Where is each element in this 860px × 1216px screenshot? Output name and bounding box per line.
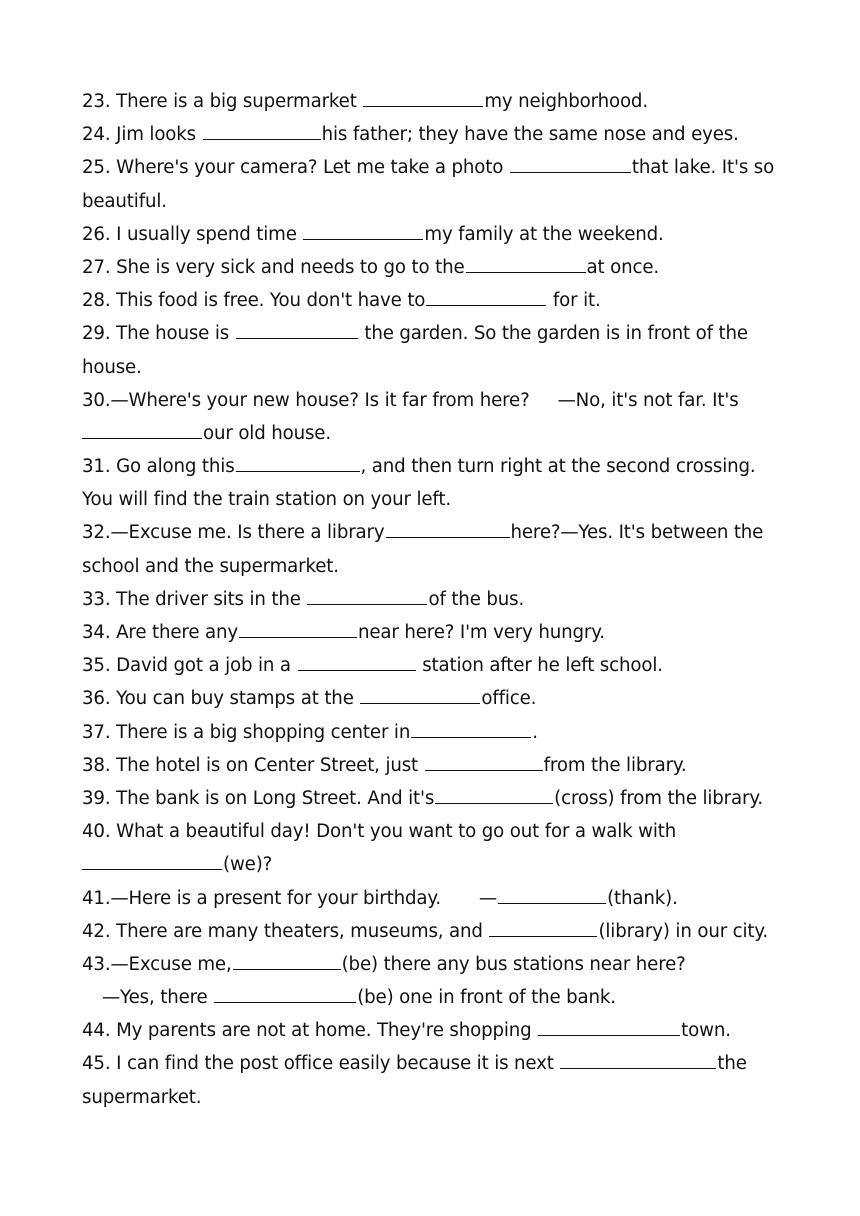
question-45	[82, 1047, 780, 1080]
question-text: our old house.	[203, 422, 331, 444]
answer-blank[interactable]	[466, 271, 586, 273]
question-text: station after he left school.	[416, 655, 663, 677]
answer-blank[interactable]	[426, 304, 546, 306]
answer-blank[interactable]	[560, 1067, 716, 1069]
question-36	[82, 682, 780, 715]
answer-blank[interactable]	[236, 337, 358, 339]
question-text: .	[532, 721, 538, 743]
question-text: 39. The bank is on Long Street. And it's	[82, 787, 435, 809]
question-text: —No, it's not far. It's	[557, 389, 739, 411]
question-text: here?—Yes. It's between the	[510, 522, 764, 544]
question-text: near here? I'm very hungry.	[357, 622, 605, 643]
question-text: 38. The hotel is on Center Street, just	[82, 754, 424, 776]
question-text: 31. Go along this	[82, 456, 235, 478]
question-26	[82, 218, 780, 251]
question-text: 43.—Excuse me,	[82, 953, 232, 975]
question-text: 28. This food is free. You don't have to	[82, 290, 426, 312]
question-text: You will find the train station on your left.	[82, 489, 451, 511]
answer-blank[interactable]	[510, 171, 631, 173]
question-text: his father; they have the same nose and eyes.	[321, 124, 739, 146]
answer-blank[interactable]	[298, 669, 416, 671]
question-text: 40. What a beautiful day! Don't you want to go out for a walk with	[82, 821, 677, 843]
question-text: 30.—Where's your new house? Is it far from here?	[82, 389, 530, 411]
answer-blank[interactable]	[411, 736, 531, 738]
answer-blank[interactable]	[307, 603, 427, 605]
question-40-continued	[82, 848, 780, 881]
answer-blank[interactable]	[214, 1001, 356, 1003]
answer-blank[interactable]	[425, 769, 543, 771]
question-text: 41.—Here is a present for your birthday.	[82, 887, 442, 909]
question-text: 45. I can find the post office easily because it is next	[82, 1053, 560, 1075]
question-32	[82, 516, 780, 549]
question-text: 26. I usually spend time	[82, 223, 303, 245]
question-45-continued	[82, 1081, 780, 1114]
question-text: house.	[82, 356, 142, 378]
question-text: (be) one in front of the bank.	[357, 987, 616, 1009]
question-text: office.	[481, 688, 537, 710]
question-text: at once.	[586, 256, 659, 278]
question-29-continued	[82, 351, 780, 384]
question-23	[82, 85, 780, 118]
question-29	[82, 317, 780, 350]
question-35	[82, 649, 780, 682]
question-30	[82, 384, 780, 417]
answer-blank[interactable]	[303, 238, 423, 240]
question-40	[82, 815, 780, 848]
question-33	[82, 583, 780, 616]
question-text: 42. There are many theaters, museums, and	[82, 920, 489, 942]
question-text: —	[479, 887, 498, 909]
question-43-continued	[82, 981, 780, 1014]
question-38	[82, 749, 780, 782]
question-text: of the bus.	[428, 588, 525, 610]
answer-blank[interactable]	[435, 802, 553, 804]
answer-blank[interactable]	[203, 138, 321, 140]
answer-blank[interactable]	[363, 105, 483, 107]
question-39	[82, 782, 780, 815]
question-text: (thank).	[607, 887, 678, 909]
question-41	[82, 882, 780, 915]
question-text: 25. Where's your camera? Let me take a photo	[82, 157, 509, 179]
question-text: my neighborhood.	[484, 91, 648, 112]
question-text: (library) in our city.	[598, 920, 769, 942]
question-27	[82, 251, 780, 284]
answer-blank[interactable]	[82, 868, 222, 870]
question-32-continued	[82, 550, 780, 583]
question-text: —Yes, there	[102, 987, 214, 1009]
question-text: 36. You can buy stamps at the	[82, 688, 360, 710]
question-text: from the library.	[543, 754, 687, 776]
question-31-continued	[82, 483, 780, 516]
question-text: 44. My parents are not at home. They're shopping	[82, 1020, 538, 1042]
question-text: (be) there any bus stations near here?	[341, 953, 686, 975]
question-text: that lake. It's so	[631, 157, 775, 179]
question-44	[82, 1014, 780, 1047]
answer-blank[interactable]	[386, 536, 510, 538]
question-24	[82, 118, 780, 151]
question-34	[82, 616, 780, 649]
answer-blank[interactable]	[489, 935, 597, 937]
question-text: the	[717, 1053, 747, 1075]
question-text: , and then turn right at the second crossing.	[360, 456, 756, 478]
question-text: 35. David got a job in a	[82, 655, 297, 677]
question-text: school and the supermarket.	[82, 555, 339, 577]
question-text: beautiful.	[82, 190, 167, 212]
question-30-continued	[82, 417, 780, 450]
question-25-continued	[82, 185, 780, 218]
question-text: supermarket.	[82, 1086, 202, 1108]
question-42	[82, 915, 780, 948]
question-text: 27. She is very sick and needs to go to the	[82, 256, 465, 278]
answer-blank[interactable]	[498, 902, 606, 904]
answer-blank[interactable]	[233, 968, 341, 970]
question-text: 29. The house is	[82, 323, 235, 345]
question-text: for it.	[547, 290, 601, 312]
question-text: (we)?	[223, 854, 273, 876]
answer-blank[interactable]	[239, 636, 357, 638]
question-text: my family at the weekend.	[424, 223, 664, 245]
question-text: 33. The driver sits in the	[82, 588, 307, 610]
question-text: 34. Are there any	[82, 622, 238, 643]
question-text: 23. There is a big supermarket	[82, 91, 363, 112]
question-text: town.	[681, 1020, 731, 1042]
answer-blank[interactable]	[538, 1034, 680, 1036]
question-text: 37. There is a big shopping center in	[82, 721, 411, 743]
question-37	[82, 716, 780, 749]
question-list	[82, 85, 780, 1114]
question-28	[82, 284, 780, 317]
question-text: (cross) from the library.	[554, 787, 763, 809]
question-text: 24. Jim looks	[82, 124, 202, 146]
question-31	[82, 450, 780, 483]
question-text: 32.—Excuse me. Is there a library	[82, 522, 385, 544]
question-25	[82, 151, 780, 184]
answer-blank[interactable]	[236, 470, 360, 472]
answer-blank[interactable]	[82, 437, 202, 439]
question-43	[82, 948, 780, 981]
question-text: the garden. So the garden is in front of the	[358, 323, 748, 345]
answer-blank[interactable]	[360, 702, 480, 704]
